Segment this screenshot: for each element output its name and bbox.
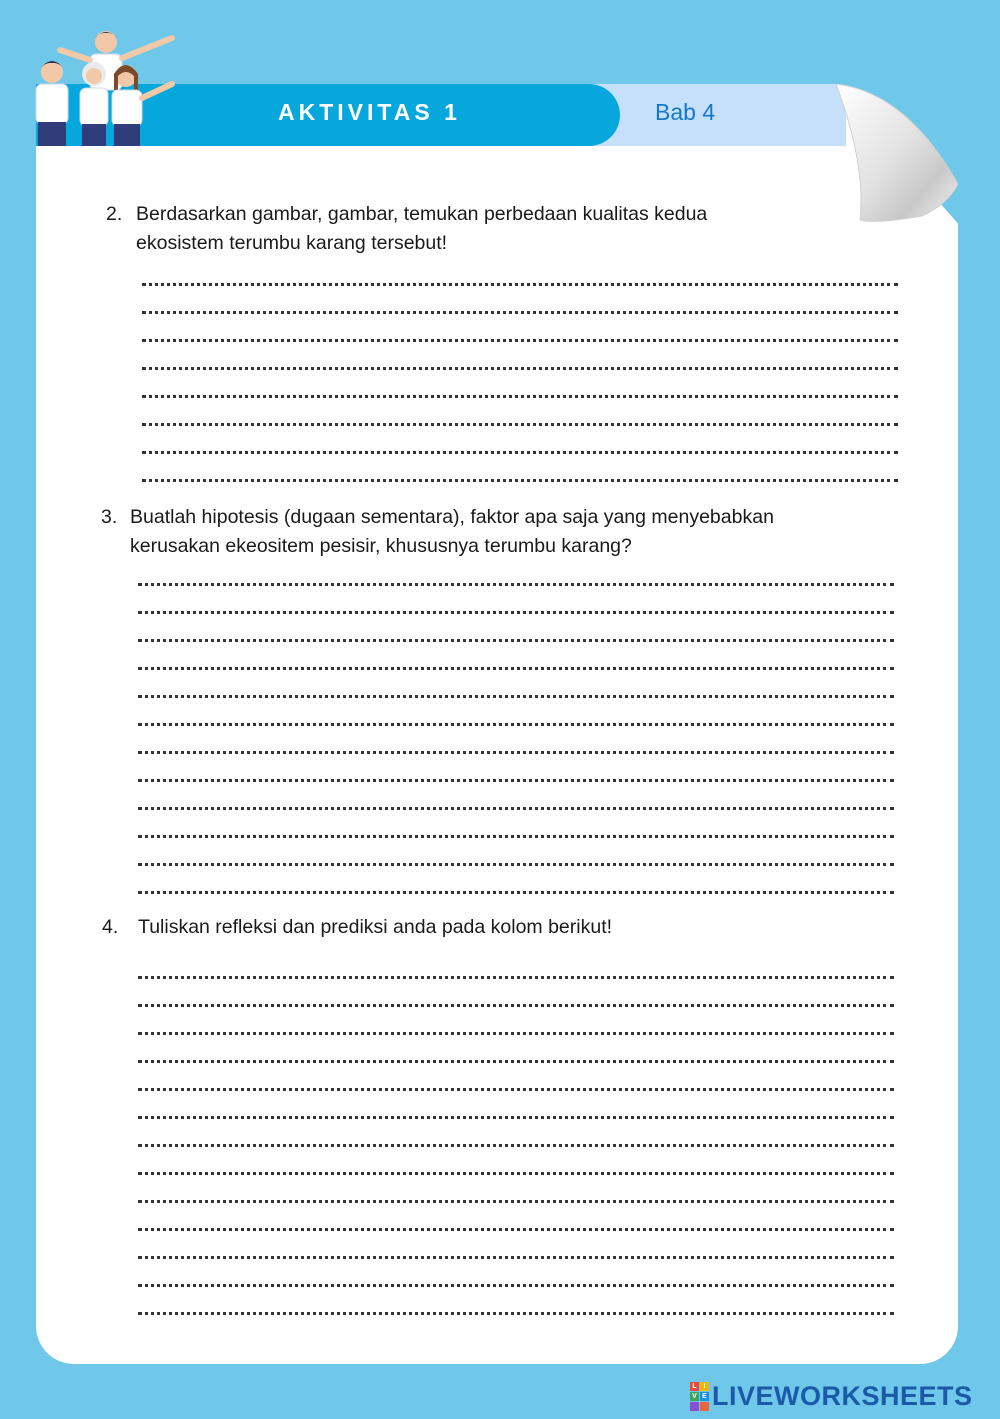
page-curl: [836, 84, 960, 226]
question-number: 2.: [106, 203, 123, 225]
question-text-line: kerusakan ekeositem pesisir, khususnya terumbu karang?: [130, 535, 632, 557]
chapter-label: Bab 4: [655, 99, 716, 125]
question-text-line: Tuliskan refleksi dan prediksi anda pada kolom berikut!: [138, 916, 613, 938]
answer-line[interactable]: [138, 810, 894, 838]
answer-line[interactable]: [138, 1063, 894, 1091]
logo-block: [700, 1402, 709, 1411]
answer-line[interactable]: [142, 426, 898, 454]
question-text-line: ekosistem terumbu karang tersebut!: [136, 232, 448, 254]
answer-line[interactable]: [138, 1007, 894, 1035]
answer-line[interactable]: [138, 1035, 894, 1063]
liveworksheets-logo: [690, 1380, 973, 1412]
answer-line[interactable]: [138, 1175, 894, 1203]
answer-line[interactable]: [142, 286, 898, 314]
answer-line[interactable]: [138, 1287, 894, 1315]
question-number: 3.: [101, 506, 118, 528]
answer-line[interactable]: [138, 951, 894, 979]
answer-line[interactable]: [138, 586, 894, 614]
answer-line[interactable]: [142, 398, 898, 426]
answer-line[interactable]: [142, 314, 898, 342]
question-text-line: Berdasarkan gambar, gambar, temukan perbedaan kualitas kedua: [136, 203, 708, 225]
answer-line[interactable]: [142, 454, 898, 482]
answer-line[interactable]: [138, 782, 894, 810]
answer-line[interactable]: [138, 1231, 894, 1259]
answer-line[interactable]: [138, 698, 894, 726]
question-number: 4.: [102, 916, 119, 938]
answer-line[interactable]: [138, 1203, 894, 1231]
logo-mark: [690, 1382, 709, 1411]
answer-line[interactable]: [138, 726, 894, 754]
students-illustration: [22, 24, 184, 148]
answer-line[interactable]: [138, 1147, 894, 1175]
answer-area-2[interactable]: [142, 258, 898, 482]
logo-letter: L: [690, 1382, 699, 1391]
answer-line[interactable]: [142, 258, 898, 286]
activity-title: AKTIVITAS 1: [278, 99, 461, 125]
answer-line[interactable]: [138, 1091, 894, 1119]
logo-letter: E: [700, 1392, 709, 1401]
answer-line[interactable]: [138, 1119, 894, 1147]
logo-block: [690, 1402, 699, 1411]
answer-line[interactable]: [138, 642, 894, 670]
answer-line[interactable]: [138, 866, 894, 894]
answer-line[interactable]: [138, 979, 894, 1007]
answer-area-3[interactable]: [138, 558, 894, 894]
answer-line[interactable]: [142, 342, 898, 370]
answer-line[interactable]: [138, 614, 894, 642]
answer-area-4[interactable]: [138, 951, 894, 1315]
answer-line[interactable]: [138, 670, 894, 698]
answer-line[interactable]: [138, 1259, 894, 1287]
brand-name: LIVEWORKSHEETS: [712, 1380, 973, 1411]
answer-line[interactable]: [138, 754, 894, 782]
logo-letter: V: [690, 1392, 699, 1401]
answer-line[interactable]: [138, 838, 894, 866]
question-text-line: Buatlah hipotesis (dugaan sementara), faktor apa saja yang menyebabkan: [130, 506, 774, 528]
logo-letter: I: [700, 1382, 709, 1391]
answer-line[interactable]: [142, 370, 898, 398]
answer-line[interactable]: [138, 558, 894, 586]
